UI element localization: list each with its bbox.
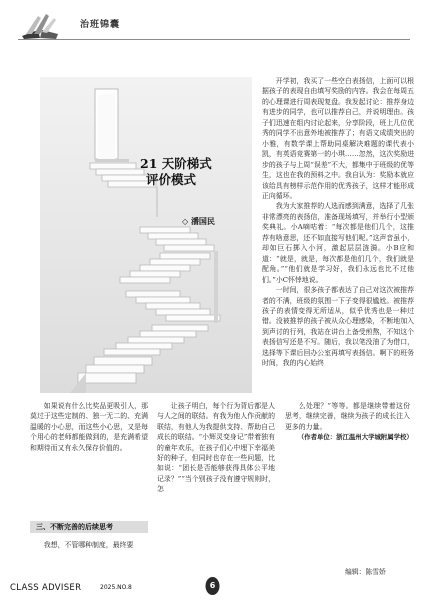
paragraph: 一时间，很多孩子都表达了自己对这次被推荐者的不满，班级的氛围一下子变得很尴尬。被推荐孩子的表情变得无所适从，似乎优秀也是一种过错。没被推荐的孩子被从众心理感染，不断地加入到声讨的行列，我站在讲台上备受煎熬，不知这个表扬信写还是不写。随后，我以笔没油了为借口，选择等下课后回办公室再填写表扬信。啊下的班务时间，我的内心始终: [262, 286, 414, 368]
right-body-column: [262, 76, 414, 369]
paragraph: 如果说有什么比奖品更吸引人，那莫过于这些定制的、独一无二的、充满温暖的小心思，而这些小心思，又是每个用心的老师都能做到的，是充满希望和期待而又有永久保存价值的。: [30, 402, 148, 452]
bottom-column-2: [157, 401, 275, 495]
open-book-logo-icon: [20, 12, 60, 40]
section-title: 治班锦囊: [80, 20, 121, 30]
section-heading: 三、不断完善的后续思考: [30, 521, 148, 533]
header-divider: [18, 39, 410, 40]
article-title: [140, 156, 212, 188]
paragraph: 我为大家推荐的人选而感到满意，选择了几张非常漂亮的表扬信，准备现场填写，并举行小型颁奖典礼。小A嘀咕着：“每次都是他们几个，这推荐有啥意思，还不如直接写他们呢。”这声音虽小，却如巨石掷入小河，激起层层涟漪。小B应和道：“就是，就是，每次都是他们几个，我们就是配角。”“他们就是学习好，我们永远也比不过他们。”小C怀悻地说。: [262, 202, 414, 284]
author-byline: ◇ 潘国民: [182, 216, 215, 226]
bottom-column-1: [30, 401, 148, 453]
paragraph: 开学初，我买了一些空白表扬信，上面可以根据孩子的表现自由填写奖励的内容。我会在每周五的心理课进行周表现复盘。我发起讨论：推荐身边有进步的同学，也可以推荐自己，并说明理由。孩子们迅速在组内讨论起来，分享阶段，班上几位优秀的同学不出意外地被推荐了；有语文成绩突出的小雅，有数学课上帮助同桌解决难题的课代表小凯，有英语竞赛第一的小琪……忽然，这次奖励进步的孩子与上周“误差”不大，都集中于班级的优等生，这也在我的预料之中。我自认为：奖励本就应该给具有榜样示范作用的优秀孩子，这样才能形成正向循环。: [262, 77, 414, 200]
staircase-illustration: [40, 77, 252, 393]
magazine-name: CLASS ADVISER: [10, 583, 82, 593]
paragraph: 让孩子明白，每个行为背后都是人与人之间的联结。有我为他人作贡献的联结，有他人为我提供支持、帮助自己成长的联结。“小辉灵变身记”带着独有的童年欢乐，在孩子们心中埋下幸福美好的种子，但同时也存在一些问题，比如说：“团长是否能够获得具体公平地记录？”“当个别孩子没有遵守规则时，怎: [157, 402, 275, 494]
issue-number: 2025.NO.8: [100, 584, 132, 591]
article-title-line1: 21 天阶梯式: [140, 156, 212, 171]
paragraph: 么处理？”等等。都是继续带着这份思考，继续完善，继续为孩子的成长注入更多的力量。: [285, 402, 410, 431]
bottom-column-3: [285, 401, 413, 443]
author-affiliation: （作者单位：浙江温州大学城附属学校）: [297, 433, 413, 442]
article-title-line2: 评价模式: [146, 172, 197, 187]
page-number: 6: [209, 581, 216, 590]
paragraph: 我想，不管哪种制度，最终要: [43, 541, 134, 549]
editor-credit: 编辑：陈雪娇: [345, 568, 386, 576]
